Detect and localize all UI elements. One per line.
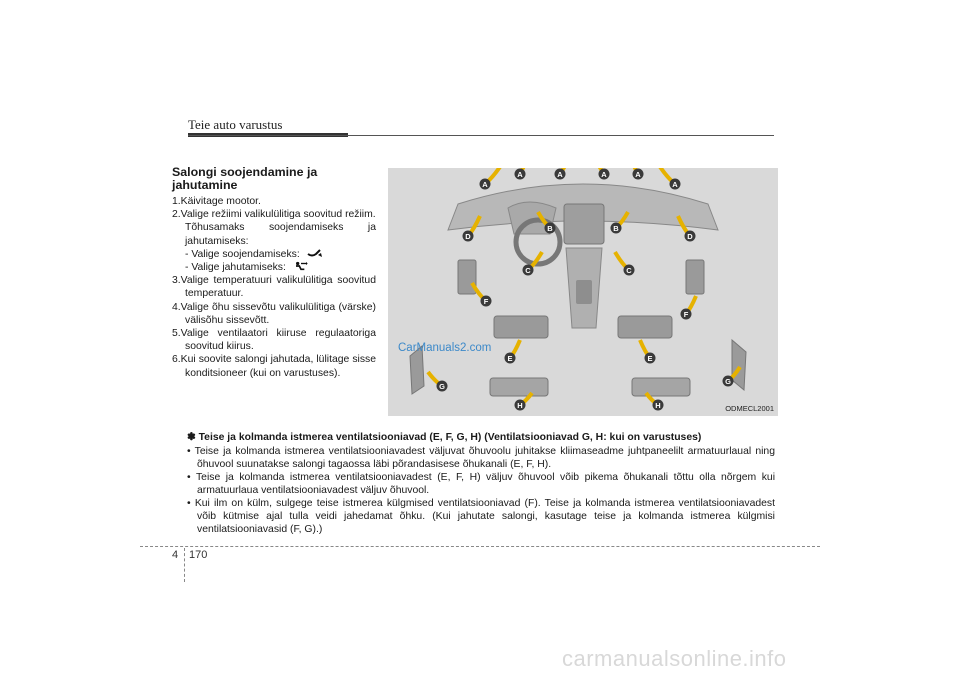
vent-f-right [686,260,704,294]
section-title [172,166,376,192]
vent-label-text: A [517,169,523,179]
vent-label-text: A [672,179,678,189]
vent-label-text: H [655,400,661,410]
procedure-column [172,166,376,380]
vent-label-text: E [647,353,653,363]
note-heading [187,431,775,444]
vent-label-text: G [725,376,731,386]
section-title-line1: Salongi soojendamine ja [172,165,318,179]
vent-label-text: G [439,381,445,391]
step-2: 2.Valige režiimi valikulülitiga soovitud režiim. [172,209,376,221]
vent-label-text: A [635,169,641,179]
note-bullet-3-text: Kui ilm on külm, sulgege teise istmerea külgmised ventilatsiooniavad (F). Teise ja kolmanda istmerea ventilatsiooniavadest võib kütmise ajal tulla veidi jahedamat õhku. (Kui jahutate salongi, kasutage teise ja kolmanda istmerea külgmisi ventilatsiooniavasid (F, G).) [194,498,776,535]
vent-label-text: A [601,169,607,179]
vent-label-text: E [507,353,513,363]
section-title-line2: jahutamine [172,178,238,192]
vent-label-text: F [683,309,689,319]
sub-cool [172,261,376,274]
site-footer-text: carmanualsonline.info [562,646,787,671]
note-bullet-1: • Teise ja kolmanda istmerea ventilatsiooniavadest väljuvat õhuvoolu juhitakse kliimaseadme juhtpaneelilt armatuurlaual ning õhuvool suunatakse salongi tagaossa läbi põrandasisese õhukanali (E, F, H). [187,446,775,470]
vent-label-text: A [557,169,563,179]
sub-cool-label: - Valige jahutamiseks: [185,262,286,274]
note-bullet-2-text: Teise ja kolmanda istmerea ventilatsiooniavadest (E, F, H) väljuv õhuvool võib pikema õhukanali tõttu olla nõrgem kui armatuurlaua ventilatsiooniavadest väljuv õhuvool. [195,472,776,496]
vent-label-text: D [465,231,471,241]
vent-h-left [490,378,548,396]
vent-e-left [494,316,548,338]
vent-label-text: C [626,265,632,275]
vent-label-text: F [483,296,489,306]
vent-diagram [388,168,778,416]
gear-shifter [576,280,592,304]
asterisk-icon: ✽ [187,432,196,443]
vent-e-right [618,316,672,338]
step-3: 3.Valige temperatuuri valikulülitiga soovitud temperatuur. [172,275,376,300]
note-heading-text: Teise ja kolmanda istmerea ventilatsiooniavad (E, F, G, H) (Ventilatsiooniavad G, H: kui on varustuses) [198,432,702,443]
rear-vents-note [187,431,775,536]
step-5: 5.Valige ventilaatori kiiruse regulaatoriga soovitud kiirus. [172,328,376,353]
note-bullet-1-text: Teise ja kolmanda istmerea ventilatsiooniavadest väljuvat õhuvoolu juhitakse kliimaseadme juhtpaneelilt armatuurlaual ning õhuvool suunatakse salongi tagaossa läbi põrandasisese õhukanali (E, F, H). [194,446,775,470]
vent-label-text: B [613,223,619,233]
vent-label-text: C [525,265,531,275]
watermark-text: CarManuals2.com [398,342,492,354]
vent-label-text: D [687,231,693,241]
page-chapter-number: 4 [172,549,179,561]
step-4: 4.Valige õhu sissevõtu valikulülitiga (värske) välisõhu sissevõtt. [172,301,376,326]
footer-dashed-rule [140,546,820,547]
page-number: 170 [189,549,208,561]
note-bullet-2: • Teise ja kolmanda istmerea ventilatsiooniavadest (E, F, H) väljuv õhuvool võib pikema õhukanali tõttu olla nõrgem kui armatuurlaua ventilatsiooniavadest väljuv õhuvool. [187,472,776,496]
floor-mode-icon [306,248,324,258]
chapter-title: Teie auto varustus [188,117,283,132]
vent-label-text: A [482,179,488,189]
note-bullet-3: • Kui ilm on külm, sulgege teise istmerea külgmised ventilatsiooniavad (F). Teise ja kolmanda istmerea ventilatsiooniavadest võib kütmise ajal tulla veidi jahedamat õhku. (Kui jahutate salongi, kasutage teise ja kolmanda istmerea külgmisi ventilatsiooniavasid (F, G).) [187,498,776,535]
header-rule-thin [188,135,774,136]
vent-label-text: H [517,400,523,410]
sub-heat [172,248,376,261]
figure-code: ODMECL2001 [725,404,774,413]
vent-label-text: B [547,223,553,233]
vent-h-right [632,378,690,396]
vent-g-right [732,340,746,390]
footer-vertical-dash [184,548,185,582]
step-6: 6.Kui soovite salongi jahutada, lülitage sisse konditsioneer (kui on varustuses). [172,354,376,379]
sub-intro: Tõhusamaks soojendamiseks ja jahutamiseks: [185,222,376,247]
vent-illustration [388,168,778,416]
face-mode-icon [292,261,310,271]
step-1: 1.Käivitage mootor. [172,196,261,207]
center-display [564,204,604,244]
sub-heat-label: - Valige soojendamiseks: [185,248,300,260]
